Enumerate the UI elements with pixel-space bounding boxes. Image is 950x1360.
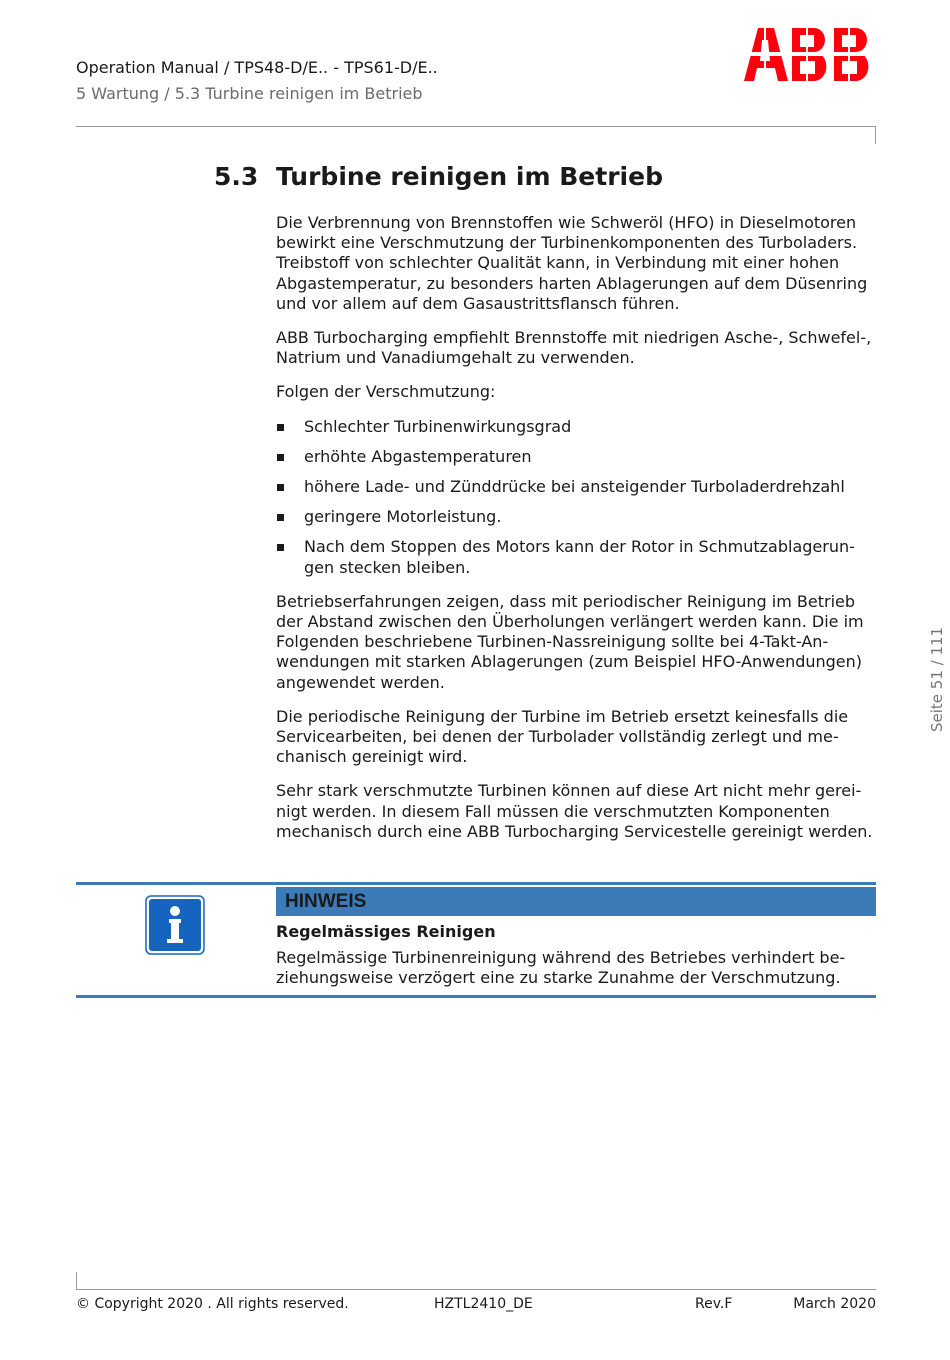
list-item: erhöhte Abgastemperaturen [276,447,876,467]
bullet-icon [277,484,284,491]
notice-label: HINWEIS [285,891,367,912]
body-content [276,213,876,856]
list-item: Nach dem Stoppen des Motors kann der Rotor in Schmutzablagerungen stecken bleiben. [276,537,876,577]
header-divider [76,126,876,127]
section-heading [214,162,663,191]
footer-divider-tick [76,1272,77,1289]
paragraph: ABB Turbocharging empfiehlt Brennstoffe mit niedrigen Asche-, Schwefel-, Natrium und Vanadiumgehalt zu verwenden. [276,328,872,368]
page-number: Seite 51 / 111 [928,626,946,732]
bullet-icon [277,424,284,431]
list-item: Schlechter Turbinenwirkungsgrad [276,417,876,437]
paragraph: Die Verbrennung von Brennstoffen wie Schweröl (HFO) in Dieselmotoren bewirkt eine Verschmutzung der Turbinenkomponenten des Turboladers. Treibstoff von schlechter Qualität kann, in Verbindung mit einer hohen Abgastemperatur, zu besonders harten Ablagerungen auf dem Düsenring und vor allem auf dem Gasaustrittsflansch führen. [276,213,868,313]
section-title: Turbine reinigen im Betrieb [276,162,663,191]
paragraph: Betriebserfahrungen zeigen, dass mit periodischer Reinigung im Betrieb der Abstand zwischen den Überholungen verlängert werden kann. Die im Folgenden beschriebene Turbinen-Nassreinigung sollte bei 4-Takt-Anwendungen mit starken Ablagerungen (zum Beispiel HFO-Anwendungen) angewendet werden. [276,591,864,692]
breadcrumb: 5 Wartung / 5.3 Turbine reinigen im Betrieb [76,84,423,103]
notice-header [276,887,876,916]
footer-revision: Rev.F [695,1296,733,1312]
consequence-list [276,417,876,578]
header-divider-tick [875,126,876,144]
notice-bottom-border [76,995,876,998]
bullet-icon [277,514,284,521]
info-icon [145,895,205,955]
bullet-icon [277,544,284,551]
bullet-icon [277,454,284,461]
notice-top-border [76,882,876,885]
paragraph: Die periodische Reinigung der Turbine im Betrieb ersetzt keinesfalls die Servicearbeiten, bei denen der Turbolader vollständig zerlegt und mechanisch gereinigt wird. [276,706,849,767]
footer-copyright: © Copyright 2020 . All rights reserved. [76,1296,349,1312]
paragraph: Folgen der Verschmutzung: [276,382,496,402]
footer-divider [76,1289,876,1290]
notice-subtitle: Regelmässiges Reinigen [276,922,496,941]
section-number: 5.3 [214,162,259,191]
paragraph: Sehr stark verschmutzte Turbinen können auf diese Art nicht mehr gereinigt werden. In diesem Fall müssen die verschmutzten Komponenten mechanisch durch eine ABB Turbocharging Servicestelle gereinigt werden. [276,781,873,841]
list-item: geringere Motorleistung. [276,507,876,527]
notice-text: Regelmässige Turbinenreinigung während des Betriebes verhindert beziehungsweise verzögert eine zu starke Zunahme der Verschmutzung. [276,948,846,988]
footer-doc-id: HZTL2410_DE [434,1296,533,1312]
abb-logo [744,28,877,81]
document-title: Operation Manual / TPS48-D/E.. - TPS61-D/E.. [76,58,438,77]
list-item: höhere Lade- und Zünddrücke bei ansteigender Turboladerdrehzahl [276,477,876,497]
footer-date: March 2020 [793,1296,876,1312]
